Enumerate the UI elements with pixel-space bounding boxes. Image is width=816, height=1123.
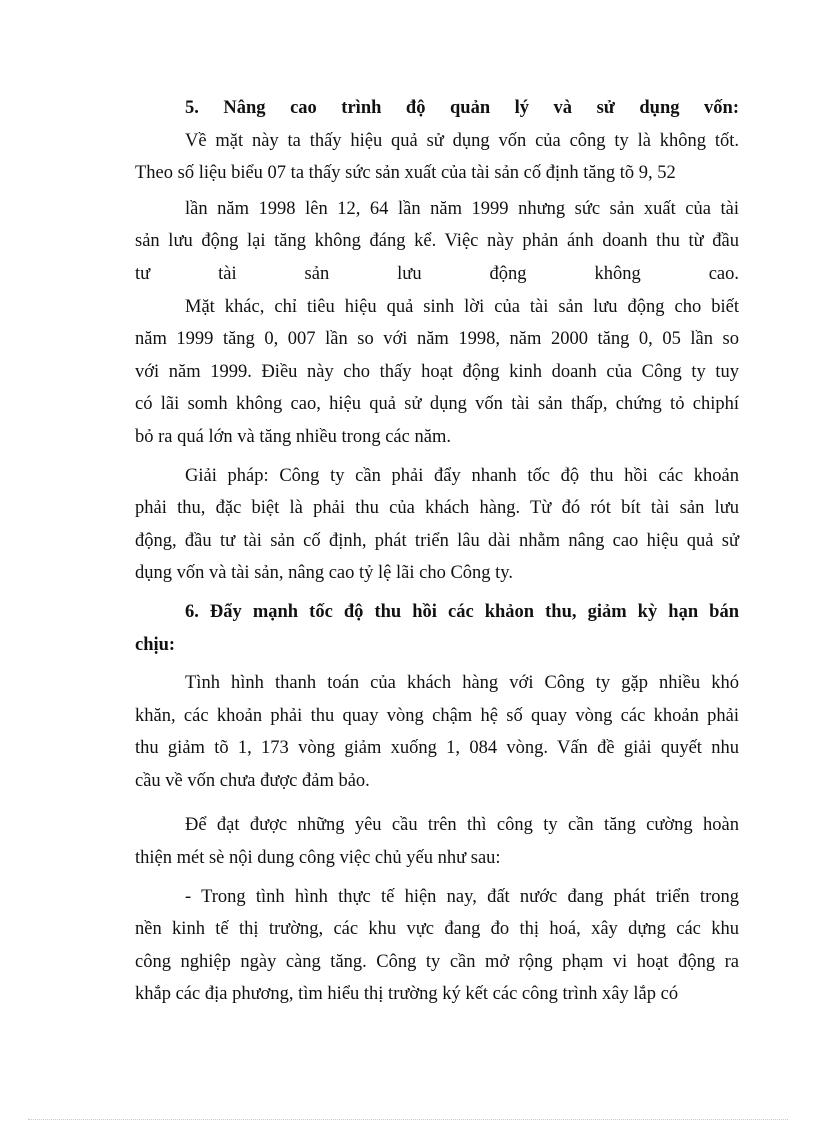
paragraph-line: thu giảm tõ 1, 173 vòng giảm xuống 1, 084 vòng. Vấn đề giải quyết nhu [135, 738, 739, 759]
paragraph-line: bỏ ra quá lớn và tăng nhiều trong các năm. [135, 426, 451, 447]
paragraph-line: Mặt khác, chỉ tiêu hiệu quả sinh lời của tài sản lưu động cho biết [185, 296, 739, 317]
paragraph-line: dụng vốn và tài sản, nâng cao tỷ lệ lãi cho Công ty. [135, 563, 513, 584]
paragraph-line: có lãi somh không cao, hiệu quả sử dụng vốn tài sản thấp, chứng tỏ chiphí [135, 394, 739, 415]
document-page [135, 92, 739, 1011]
paragraph-line: sản lưu động lại tăng không đáng kể. Việc này phản ánh doanh thu từ đầu [135, 231, 739, 252]
paragraph-line: công nghiệp ngày càng tăng. Công ty cần mở rộng phạm vi hoạt động ra [135, 951, 739, 972]
paragraph-line: Tình hình thanh toán của khách hàng với Công ty gặp nhiều khó [185, 673, 739, 694]
paragraph-line: động, đầu tư tài sản cố định, phát triển lâu dài nhằm nâng cao hiệu quả sử [135, 530, 739, 551]
paragraph-line: với năm 1999. Điều này cho thấy hoạt động kinh doanh của Công ty tuy [135, 361, 739, 382]
paragraph-line: lần năm 1998 lên 12, 64 lần năm 1999 nhưng sức sản xuất của tài [185, 198, 739, 219]
paragraph-line: năm 1999 tăng 0, 007 lần so với năm 1998, năm 2000 tăng 0, 05 lần so [135, 329, 739, 350]
paragraph-line: cầu về vốn chưa được đảm bảo. [135, 770, 370, 791]
paragraph-line: Về mặt này ta thấy hiệu quả sử dụng vốn của công ty là không tốt. [185, 130, 739, 151]
paragraph-line: tư tài sản lưu động không cao. [135, 263, 739, 284]
paragraph-line: Theo số liệu biểu 07 ta thấy sức sản xuất của tài sản cố định tăng tõ 9, 52 [135, 163, 676, 184]
paragraph-line: khăn, các khoản phải thu quay vòng chậm hệ số quay vòng các khoản phải [135, 705, 739, 726]
section-5-heading: 5. Nâng cao trình độ quản lý và sử dụng vốn: [185, 98, 739, 118]
paragraph-line: phải thu, đặc biệt là phải thu của khách hàng. Từ đó rót bít tài sản lưu [135, 498, 739, 519]
paragraph-line: Để đạt được những yêu cầu trên thì công ty cần tăng cường hoàn [185, 815, 739, 836]
page-bottom-divider [28, 1119, 788, 1120]
section-6-heading: 6. Đẩy mạnh tốc độ thu hồi các khảon thu, giảm kỳ hạn bán [185, 601, 739, 622]
paragraph-line: nền kinh tế thị trường, các khu vực đang đo thị hoá, xây dựng các khu [135, 919, 739, 940]
section-6-heading-continuation: chịu: [135, 634, 176, 655]
paragraph-line: khắp các địa phương, tìm hiểu thị trường ký kết các công trình xây lắp có [135, 984, 679, 1005]
paragraph-line: thiện mét sè nội dung công việc chủ yếu như sau: [135, 848, 501, 869]
paragraph-line: - Trong tình hình thực tế hiện nay, đất nước đang phát triển trong [185, 886, 739, 907]
paragraph-line: Giải pháp: Công ty cần phải đẩy nhanh tốc độ thu hồi các khoản [185, 465, 739, 486]
